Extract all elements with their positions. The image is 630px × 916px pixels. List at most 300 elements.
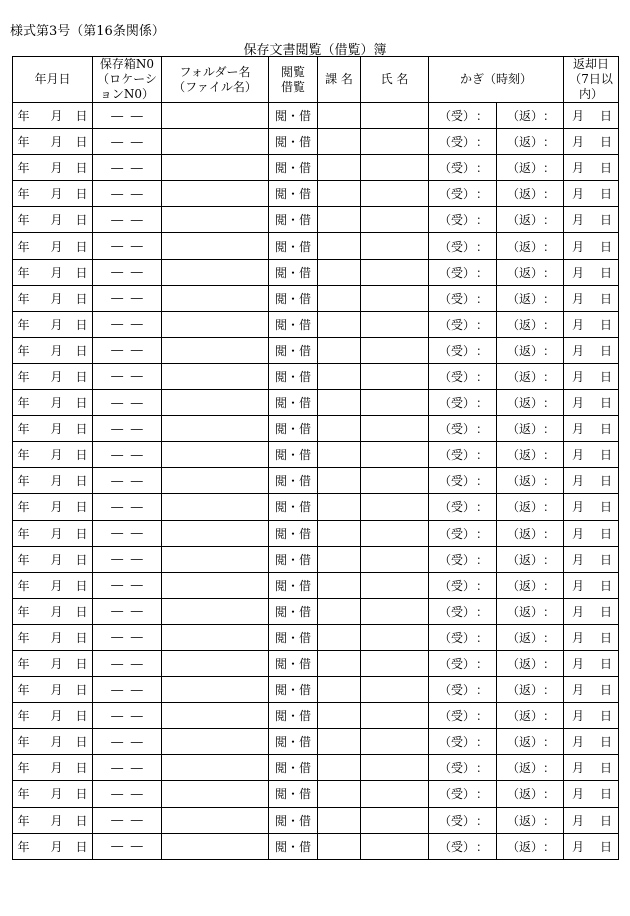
- department-cell[interactable]: [318, 546, 361, 572]
- department-cell[interactable]: [318, 233, 361, 259]
- table-row: [13, 390, 619, 416]
- key-receive-cell[interactable]: [429, 181, 497, 207]
- view-type-cell[interactable]: 閲・借: [269, 572, 318, 598]
- year-label: 年: [17, 630, 30, 645]
- name-cell[interactable]: [361, 468, 429, 494]
- return-colon: ：: [543, 683, 556, 698]
- date-cell[interactable]: [13, 181, 93, 207]
- date-cell[interactable]: [13, 311, 93, 337]
- folder-name-cell[interactable]: [162, 207, 269, 233]
- folder-name-cell[interactable]: [162, 807, 269, 833]
- folder-name-cell[interactable]: [162, 129, 269, 155]
- department-cell[interactable]: [318, 703, 361, 729]
- key-return-cell[interactable]: [497, 103, 564, 129]
- return-date-cell[interactable]: [564, 468, 619, 494]
- folder-name-cell[interactable]: [162, 781, 269, 807]
- return-date-cell[interactable]: [564, 259, 619, 285]
- date-cell[interactable]: [13, 285, 93, 311]
- key-receive-cell[interactable]: [429, 259, 497, 285]
- box-number-cell[interactable]: ― ―: [93, 363, 162, 389]
- return-date-cell[interactable]: [564, 546, 619, 572]
- return-date-cell[interactable]: [564, 129, 619, 155]
- key-return-cell[interactable]: [497, 755, 564, 781]
- month-label: 月: [50, 787, 63, 802]
- date-cell[interactable]: [13, 781, 93, 807]
- date-cell[interactable]: [13, 677, 93, 703]
- receive-colon: ：: [475, 265, 488, 280]
- return-day-label: 日: [600, 396, 613, 411]
- return-date-cell[interactable]: [564, 311, 619, 337]
- return-day-label: 日: [600, 161, 613, 176]
- name-cell[interactable]: [361, 677, 429, 703]
- department-cell[interactable]: [318, 677, 361, 703]
- box-number-cell[interactable]: ― ―: [93, 572, 162, 598]
- key-return-cell[interactable]: [497, 311, 564, 337]
- return-month-label: 月: [571, 552, 584, 567]
- name-cell[interactable]: [361, 207, 429, 233]
- return-date-cell[interactable]: [564, 781, 619, 807]
- key-receive-cell[interactable]: [429, 729, 497, 755]
- date-cell[interactable]: [13, 129, 93, 155]
- return-date-cell[interactable]: [564, 207, 619, 233]
- key-return-cell[interactable]: [497, 520, 564, 546]
- key-return-cell[interactable]: [497, 416, 564, 442]
- key-receive-cell[interactable]: [429, 155, 497, 181]
- date-cell[interactable]: [13, 624, 93, 650]
- department-cell[interactable]: [318, 598, 361, 624]
- view-type-cell[interactable]: 閲・借: [269, 494, 318, 520]
- key-receive-cell[interactable]: [429, 390, 497, 416]
- view-type-cell[interactable]: 閲・借: [269, 285, 318, 311]
- table-row: [13, 624, 619, 650]
- key-receive-cell[interactable]: [429, 781, 497, 807]
- key-return-cell[interactable]: [497, 207, 564, 233]
- name-cell[interactable]: [361, 494, 429, 520]
- return-label: （返）: [507, 187, 544, 202]
- return-date-cell[interactable]: [564, 442, 619, 468]
- view-type-cell[interactable]: 閲・借: [269, 677, 318, 703]
- box-number-cell[interactable]: ― ―: [93, 807, 162, 833]
- date-cell[interactable]: [13, 572, 93, 598]
- box-number-cell[interactable]: ― ―: [93, 233, 162, 259]
- key-receive-cell[interactable]: [429, 129, 497, 155]
- name-cell[interactable]: [361, 781, 429, 807]
- folder-name-cell[interactable]: [162, 703, 269, 729]
- box-number-cell[interactable]: ― ―: [93, 285, 162, 311]
- day-label: 日: [75, 239, 88, 254]
- department-cell[interactable]: [318, 181, 361, 207]
- return-date-cell[interactable]: [564, 729, 619, 755]
- return-date-cell[interactable]: [564, 624, 619, 650]
- name-cell[interactable]: [361, 624, 429, 650]
- return-colon: ：: [543, 291, 556, 306]
- key-return-cell[interactable]: [497, 650, 564, 676]
- folder-name-cell[interactable]: [162, 259, 269, 285]
- box-number-cell[interactable]: ― ―: [93, 494, 162, 520]
- department-cell[interactable]: [318, 363, 361, 389]
- key-receive-cell[interactable]: [429, 207, 497, 233]
- box-number-cell[interactable]: ― ―: [93, 129, 162, 155]
- key-return-cell[interactable]: [497, 624, 564, 650]
- view-type-cell[interactable]: 閲・借: [269, 468, 318, 494]
- view-type-cell[interactable]: 閲・借: [269, 781, 318, 807]
- return-date-cell[interactable]: [564, 337, 619, 363]
- key-return-cell[interactable]: [497, 233, 564, 259]
- box-number-cell[interactable]: ― ―: [93, 624, 162, 650]
- view-type-cell[interactable]: 閲・借: [269, 416, 318, 442]
- folder-name-cell[interactable]: [162, 337, 269, 363]
- key-receive-cell[interactable]: [429, 233, 497, 259]
- department-cell[interactable]: [318, 129, 361, 155]
- key-receive-cell[interactable]: [429, 807, 497, 833]
- key-receive-cell[interactable]: [429, 363, 497, 389]
- folder-name-cell[interactable]: [162, 494, 269, 520]
- box-number-cell[interactable]: ― ―: [93, 416, 162, 442]
- return-date-cell[interactable]: [564, 598, 619, 624]
- month-label: 月: [50, 474, 63, 489]
- return-date-cell[interactable]: [564, 363, 619, 389]
- key-return-cell[interactable]: [497, 129, 564, 155]
- key-return-cell[interactable]: [497, 442, 564, 468]
- department-cell[interactable]: [318, 155, 361, 181]
- date-cell[interactable]: [13, 807, 93, 833]
- name-cell[interactable]: [361, 181, 429, 207]
- key-receive-cell[interactable]: [429, 650, 497, 676]
- folder-name-cell[interactable]: [162, 598, 269, 624]
- view-type-cell[interactable]: 閲・借: [269, 207, 318, 233]
- box-number-cell[interactable]: ― ―: [93, 468, 162, 494]
- view-type-cell[interactable]: 閲・借: [269, 807, 318, 833]
- department-cell[interactable]: [318, 207, 361, 233]
- date-cell[interactable]: [13, 233, 93, 259]
- folder-name-cell[interactable]: [162, 390, 269, 416]
- date-cell[interactable]: [13, 442, 93, 468]
- receive-label: （受）: [439, 552, 476, 567]
- name-cell[interactable]: [361, 703, 429, 729]
- department-cell[interactable]: [318, 285, 361, 311]
- name-cell[interactable]: [361, 572, 429, 598]
- return-date-cell[interactable]: [564, 833, 619, 859]
- return-colon: ：: [543, 474, 556, 489]
- key-receive-cell[interactable]: [429, 755, 497, 781]
- department-cell[interactable]: [318, 520, 361, 546]
- return-date-cell[interactable]: [564, 677, 619, 703]
- box-number-cell[interactable]: ― ―: [93, 703, 162, 729]
- name-cell[interactable]: [361, 155, 429, 181]
- view-type-cell[interactable]: 閲・借: [269, 363, 318, 389]
- box-number-cell[interactable]: ― ―: [93, 442, 162, 468]
- name-cell[interactable]: [361, 285, 429, 311]
- department-cell[interactable]: [318, 624, 361, 650]
- key-receive-cell[interactable]: [429, 442, 497, 468]
- receive-colon: ：: [475, 291, 488, 306]
- date-cell[interactable]: [13, 729, 93, 755]
- date-cell[interactable]: [13, 650, 93, 676]
- year-label: 年: [17, 135, 30, 150]
- key-return-cell[interactable]: [497, 807, 564, 833]
- date-cell[interactable]: [13, 494, 93, 520]
- view-type-cell[interactable]: 閲・借: [269, 703, 318, 729]
- department-cell[interactable]: [318, 468, 361, 494]
- box-number-cell[interactable]: ― ―: [93, 729, 162, 755]
- date-cell[interactable]: [13, 155, 93, 181]
- name-cell[interactable]: [361, 650, 429, 676]
- key-return-cell[interactable]: [497, 598, 564, 624]
- date-cell[interactable]: [13, 598, 93, 624]
- return-date-cell[interactable]: [564, 233, 619, 259]
- view-type-cell[interactable]: 閲・借: [269, 390, 318, 416]
- folder-name-cell[interactable]: [162, 363, 269, 389]
- folder-name-cell[interactable]: [162, 285, 269, 311]
- folder-name-cell[interactable]: [162, 520, 269, 546]
- return-date-cell[interactable]: [564, 181, 619, 207]
- return-label: （返）: [507, 552, 544, 567]
- view-type-cell[interactable]: 閲・借: [269, 155, 318, 181]
- department-cell[interactable]: [318, 337, 361, 363]
- key-receive-cell[interactable]: [429, 311, 497, 337]
- return-date-cell[interactable]: [564, 416, 619, 442]
- month-label: 月: [50, 526, 63, 541]
- key-receive-cell[interactable]: [429, 416, 497, 442]
- return-date-cell[interactable]: [564, 390, 619, 416]
- folder-name-cell[interactable]: [162, 416, 269, 442]
- year-label: 年: [17, 709, 30, 724]
- folder-name-cell[interactable]: [162, 468, 269, 494]
- folder-name-cell[interactable]: [162, 833, 269, 859]
- name-cell[interactable]: [361, 729, 429, 755]
- department-cell[interactable]: [318, 442, 361, 468]
- department-cell[interactable]: [318, 259, 361, 285]
- department-cell[interactable]: [318, 755, 361, 781]
- table-row: [13, 598, 619, 624]
- return-date-cell[interactable]: [564, 520, 619, 546]
- department-cell[interactable]: [318, 572, 361, 598]
- table-row: [13, 729, 619, 755]
- date-cell[interactable]: [13, 363, 93, 389]
- date-cell[interactable]: [13, 259, 93, 285]
- key-return-cell[interactable]: [497, 363, 564, 389]
- name-cell[interactable]: [361, 337, 429, 363]
- box-number-cell[interactable]: ― ―: [93, 181, 162, 207]
- year-label: 年: [17, 657, 30, 672]
- key-receive-cell[interactable]: [429, 494, 497, 520]
- date-cell[interactable]: [13, 833, 93, 859]
- name-cell[interactable]: [361, 807, 429, 833]
- department-cell[interactable]: [318, 833, 361, 859]
- box-number-cell[interactable]: ― ―: [93, 103, 162, 129]
- key-return-cell[interactable]: [497, 781, 564, 807]
- return-colon: ：: [543, 109, 556, 124]
- name-cell[interactable]: [361, 259, 429, 285]
- key-return-cell[interactable]: [497, 729, 564, 755]
- key-return-cell[interactable]: [497, 259, 564, 285]
- folder-name-cell[interactable]: [162, 729, 269, 755]
- box-number-cell[interactable]: ― ―: [93, 598, 162, 624]
- view-type-cell[interactable]: 閲・借: [269, 129, 318, 155]
- folder-name-cell[interactable]: [162, 624, 269, 650]
- date-cell[interactable]: [13, 103, 93, 129]
- folder-name-cell[interactable]: [162, 755, 269, 781]
- return-date-cell[interactable]: [564, 494, 619, 520]
- name-cell[interactable]: [361, 233, 429, 259]
- box-number-cell[interactable]: ― ―: [93, 833, 162, 859]
- name-cell[interactable]: [361, 416, 429, 442]
- key-return-cell[interactable]: [497, 546, 564, 572]
- folder-name-cell[interactable]: [162, 233, 269, 259]
- key-receive-cell[interactable]: [429, 833, 497, 859]
- day-label: 日: [75, 422, 88, 437]
- return-date-cell[interactable]: [564, 103, 619, 129]
- key-receive-cell[interactable]: [429, 285, 497, 311]
- key-return-cell[interactable]: [497, 494, 564, 520]
- date-cell[interactable]: [13, 337, 93, 363]
- return-date-cell[interactable]: [564, 155, 619, 181]
- key-receive-cell[interactable]: [429, 572, 497, 598]
- key-return-cell[interactable]: [497, 285, 564, 311]
- view-type-cell[interactable]: 閲・借: [269, 103, 318, 129]
- key-return-cell[interactable]: [497, 337, 564, 363]
- name-cell[interactable]: [361, 520, 429, 546]
- box-number-cell[interactable]: ― ―: [93, 650, 162, 676]
- year-label: 年: [17, 422, 30, 437]
- view-type-cell[interactable]: 閲・借: [269, 233, 318, 259]
- date-cell[interactable]: [13, 703, 93, 729]
- department-cell[interactable]: [318, 416, 361, 442]
- folder-name-cell[interactable]: [162, 677, 269, 703]
- name-cell[interactable]: [361, 390, 429, 416]
- table-row: [13, 442, 619, 468]
- receive-colon: ：: [475, 343, 488, 358]
- return-date-cell[interactable]: [564, 703, 619, 729]
- view-type-cell[interactable]: 閲・借: [269, 598, 318, 624]
- box-number-cell[interactable]: ― ―: [93, 520, 162, 546]
- name-cell[interactable]: [361, 363, 429, 389]
- folder-name-cell[interactable]: [162, 181, 269, 207]
- name-cell[interactable]: [361, 103, 429, 129]
- return-day-label: 日: [600, 291, 613, 306]
- key-receive-cell[interactable]: [429, 598, 497, 624]
- department-cell[interactable]: [318, 311, 361, 337]
- key-receive-cell[interactable]: [429, 520, 497, 546]
- date-cell[interactable]: [13, 207, 93, 233]
- return-day-label: 日: [600, 813, 613, 828]
- department-cell[interactable]: [318, 650, 361, 676]
- day-label: 日: [75, 109, 88, 124]
- name-cell[interactable]: [361, 129, 429, 155]
- box-number-cell[interactable]: ― ―: [93, 155, 162, 181]
- key-receive-cell[interactable]: [429, 624, 497, 650]
- key-return-cell[interactable]: [497, 703, 564, 729]
- box-number-cell[interactable]: ― ―: [93, 755, 162, 781]
- view-type-cell[interactable]: 閲・借: [269, 755, 318, 781]
- return-date-cell[interactable]: [564, 572, 619, 598]
- view-type-cell[interactable]: 閲・借: [269, 624, 318, 650]
- folder-name-cell[interactable]: [162, 572, 269, 598]
- name-cell[interactable]: [361, 442, 429, 468]
- return-date-cell[interactable]: [564, 285, 619, 311]
- department-cell[interactable]: [318, 390, 361, 416]
- key-receive-cell[interactable]: [429, 677, 497, 703]
- department-cell[interactable]: [318, 494, 361, 520]
- key-return-cell[interactable]: [497, 572, 564, 598]
- box-number-cell[interactable]: ― ―: [93, 390, 162, 416]
- department-cell[interactable]: [318, 103, 361, 129]
- return-date-cell[interactable]: [564, 650, 619, 676]
- view-type-cell[interactable]: 閲・借: [269, 311, 318, 337]
- return-day-label: 日: [600, 474, 613, 489]
- key-return-cell[interactable]: [497, 155, 564, 181]
- view-type-cell[interactable]: 閲・借: [269, 833, 318, 859]
- header-view-line1: 閲覧: [280, 64, 305, 79]
- folder-name-cell[interactable]: [162, 103, 269, 129]
- name-cell[interactable]: [361, 755, 429, 781]
- box-number-cell[interactable]: ― ―: [93, 259, 162, 285]
- return-date-cell[interactable]: [564, 755, 619, 781]
- key-return-cell[interactable]: [497, 390, 564, 416]
- box-number-cell[interactable]: ― ―: [93, 337, 162, 363]
- view-type-cell[interactable]: 閲・借: [269, 650, 318, 676]
- date-cell[interactable]: [13, 520, 93, 546]
- name-cell[interactable]: [361, 546, 429, 572]
- view-type-cell[interactable]: 閲・借: [269, 442, 318, 468]
- return-colon: ：: [543, 422, 556, 437]
- view-type-cell[interactable]: 閲・借: [269, 520, 318, 546]
- key-receive-cell[interactable]: [429, 337, 497, 363]
- key-return-cell[interactable]: [497, 833, 564, 859]
- view-type-cell[interactable]: 閲・借: [269, 546, 318, 572]
- key-receive-cell[interactable]: [429, 546, 497, 572]
- date-cell[interactable]: [13, 755, 93, 781]
- department-cell[interactable]: [318, 729, 361, 755]
- return-day-label: 日: [600, 500, 613, 515]
- date-cell[interactable]: [13, 546, 93, 572]
- view-type-cell[interactable]: 閲・借: [269, 729, 318, 755]
- folder-name-cell[interactable]: [162, 546, 269, 572]
- month-label: 月: [50, 657, 63, 672]
- key-receive-cell[interactable]: [429, 103, 497, 129]
- box-number-cell[interactable]: ― ―: [93, 546, 162, 572]
- view-type-cell[interactable]: 閲・借: [269, 259, 318, 285]
- box-number-cell[interactable]: ― ―: [93, 781, 162, 807]
- folder-name-cell[interactable]: [162, 442, 269, 468]
- key-return-cell[interactable]: [497, 468, 564, 494]
- return-date-cell[interactable]: [564, 807, 619, 833]
- key-return-cell[interactable]: [497, 181, 564, 207]
- folder-name-cell[interactable]: [162, 155, 269, 181]
- key-receive-cell[interactable]: [429, 468, 497, 494]
- folder-name-cell[interactable]: [162, 650, 269, 676]
- folder-name-cell[interactable]: [162, 311, 269, 337]
- name-cell[interactable]: [361, 833, 429, 859]
- box-number-cell[interactable]: ― ―: [93, 677, 162, 703]
- date-cell[interactable]: [13, 390, 93, 416]
- view-type-cell[interactable]: 閲・借: [269, 181, 318, 207]
- name-cell[interactable]: [361, 311, 429, 337]
- box-number-cell[interactable]: ― ―: [93, 311, 162, 337]
- receive-label: （受）: [439, 135, 476, 150]
- day-label: 日: [75, 213, 88, 228]
- box-number-cell[interactable]: ― ―: [93, 207, 162, 233]
- key-receive-cell[interactable]: [429, 703, 497, 729]
- name-cell[interactable]: [361, 598, 429, 624]
- date-cell[interactable]: [13, 416, 93, 442]
- key-return-cell[interactable]: [497, 677, 564, 703]
- department-cell[interactable]: [318, 807, 361, 833]
- view-type-cell[interactable]: 閲・借: [269, 337, 318, 363]
- month-label: 月: [50, 422, 63, 437]
- department-cell[interactable]: [318, 781, 361, 807]
- date-cell[interactable]: [13, 468, 93, 494]
